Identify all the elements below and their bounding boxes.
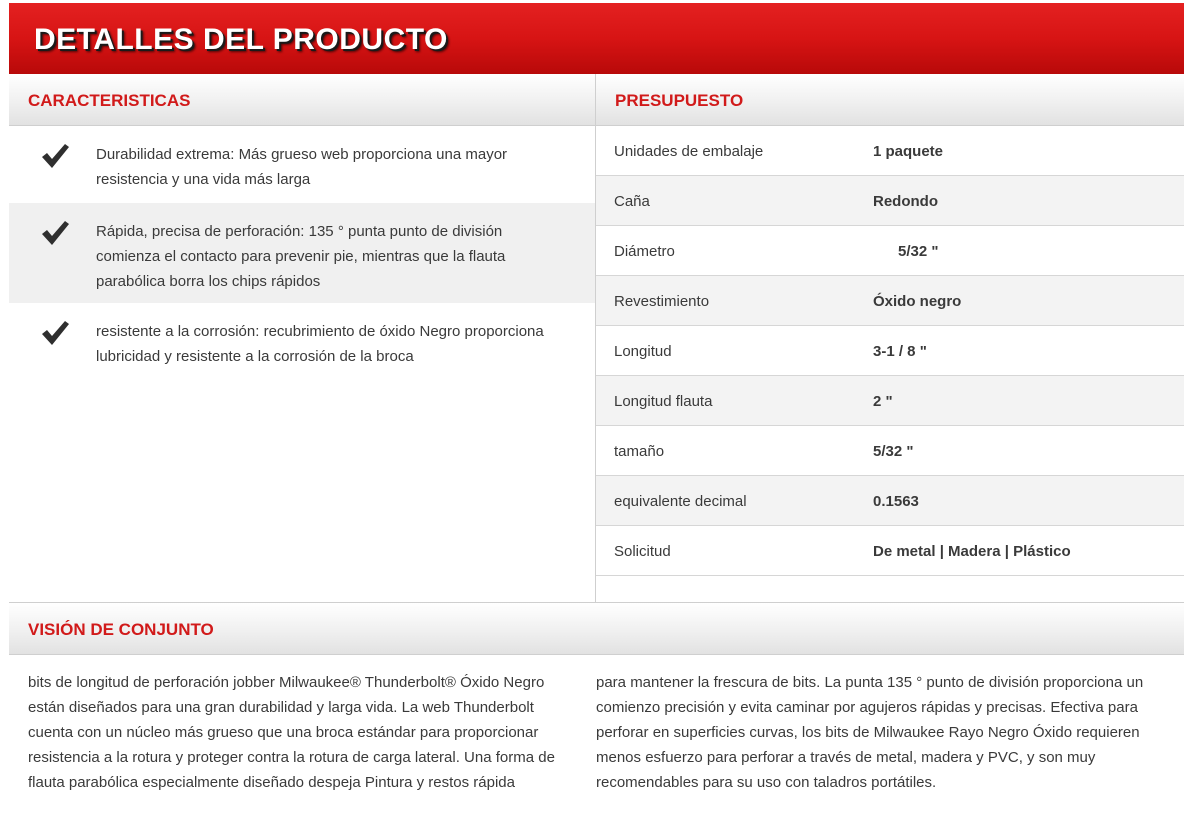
table-row [596, 426, 1184, 476]
spec-name: Longitud flauta [614, 393, 713, 410]
spec-value: 1 paquete [873, 143, 944, 160]
spec-value: Redondo [873, 193, 938, 210]
feature-item [9, 203, 595, 303]
spec-value: 2 " [873, 393, 893, 410]
spec-name: Solicitud [614, 543, 671, 560]
table-row [596, 476, 1184, 526]
feature-item [9, 126, 595, 203]
table-row [596, 526, 1184, 576]
spec-name: Unidades de embalaje [614, 143, 764, 160]
features-section-header [9, 74, 595, 126]
spec-name: Revestimiento [614, 293, 710, 310]
overview-section-header [9, 603, 1184, 655]
table-row [596, 376, 1184, 426]
features-heading: CARACTERISTICAS [28, 91, 191, 110]
page-banner [9, 0, 1184, 74]
checkmark-icon [40, 142, 70, 170]
page-title: DETALLES DEL PRODUCTO [34, 23, 448, 56]
budget-heading: PRESUPUESTO [615, 91, 744, 110]
spec-value: 5/32 " [873, 443, 914, 460]
spec-value: De metal | Madera | Plástico [873, 543, 1071, 560]
budget-section-header [596, 74, 1184, 126]
features-list [9, 126, 595, 380]
checkmark-icon [40, 319, 70, 347]
feature-text: Rápida, precisa de perforación: 135 ° punta punto de división comienza el contacto para prevenir pie, mientras que la flauta parabólica borra los chips rápidos [96, 223, 506, 290]
feature-text: resistente a la corrosión: recubrimiento de óxido Negro proporciona lubricidad y resistente a la corrosión de la broca [96, 323, 544, 365]
table-row [596, 126, 1184, 176]
overview-text-left: bits de longitud de perforación jobber Milwaukee® Thunderbolt® Óxido Negro están diseñados para una gran durabilidad y larga vida. La web Thunderbolt cuenta con un núcleo más grueso que una broca estándar para proporcionar resistencia a la rotura y proteger contra la rotura de carga lateral. Una forma de flauta parabólica especialmente diseñado despeja Pintura y restos rápida [28, 674, 555, 791]
feature-text: Durabilidad extrema: Más grueso web proporciona una mayor resistencia y una vida más larga [96, 146, 508, 188]
spec-name: tamaño [614, 443, 665, 460]
table-row [596, 176, 1184, 226]
budget-table [596, 126, 1184, 576]
spec-value: Óxido negro [873, 293, 962, 310]
spec-value: 3-1 / 8 " [873, 343, 927, 360]
spec-value: 5/32 " [873, 243, 939, 260]
spec-name: Longitud [614, 343, 672, 360]
spec-value: 0.1563 [873, 493, 919, 510]
spec-name: Diámetro [614, 243, 675, 260]
spec-name: equivalente decimal [614, 493, 747, 510]
overview-text-right: para mantener la frescura de bits. La punta 135 ° punto de división proporciona un comienzo precisión y evita caminar por agujeros rápidas y precisas. Efectiva para perforar en superficies curvas, los bits de Milwaukee Rayo Negro Óxido requieren menos esfuerzo para perforar a través de metal, madera y PVC, y son muy recomendables para su uso con taladros portátiles. [596, 674, 1144, 791]
table-row [596, 226, 1184, 276]
overview-heading: VISIÓN DE CONJUNTO [28, 620, 214, 639]
feature-item [9, 303, 595, 380]
checkmark-icon [40, 219, 70, 247]
spec-name: Caña [614, 193, 650, 210]
table-row [596, 326, 1184, 376]
table-row [596, 276, 1184, 326]
